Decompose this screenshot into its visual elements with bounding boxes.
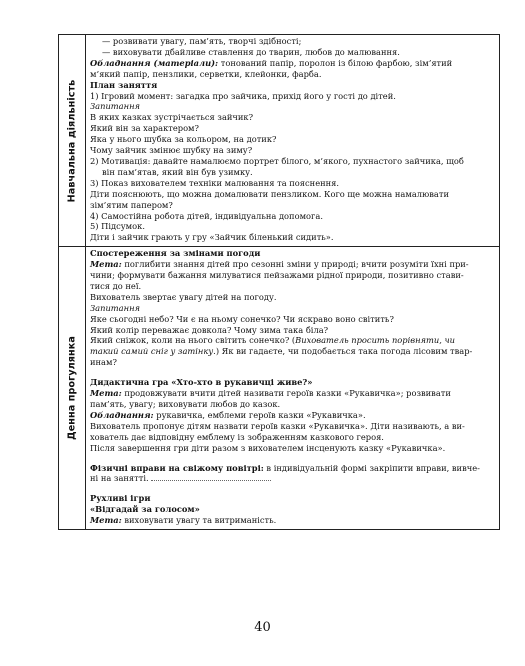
text-line: пам’ять, увагу; виховувати любов до казок. xyxy=(90,399,281,409)
section-heading: Дидактична гра «Хто-хто в рукавичці живе?» xyxy=(90,377,313,388)
plan-table xyxy=(58,34,500,530)
section-heading: План заняття xyxy=(90,79,158,90)
text-line: инам? xyxy=(90,357,117,368)
side-cell xyxy=(59,35,86,246)
content-learning xyxy=(86,35,499,246)
spacer xyxy=(90,484,494,493)
text-line: Обладнання: рукавичка, емблеми героїв казки «Рукавичка». xyxy=(90,409,366,420)
spacer xyxy=(90,368,494,377)
game-title: «Відгадай за голосом» xyxy=(90,504,200,515)
side-label-learning: Навчальна діяльність xyxy=(66,79,78,202)
text-line: Який сніжок, коли на нього світить сонечко? (Вихователь просить порівняти, чи xyxy=(90,335,456,346)
text-line: Вихователь звертає увагу дітей на погоду. xyxy=(90,291,277,302)
text-line: Після завершення гри діти разом з вихователем інсценують казку «Рукавичка». xyxy=(90,442,446,453)
text-line: 4) Самостійна робота дітей, індивідуальна допомога. xyxy=(90,210,323,221)
text-line: хователь дає відповідну емблему із зображенням казкового героя. xyxy=(90,431,384,442)
side-label-walk: Денна прогулянка xyxy=(66,336,78,441)
subheading: Запитання xyxy=(90,101,141,112)
text-line: — розвивати увагу, пам’ять, творчі здібності; xyxy=(102,36,302,46)
text-line: Мета: виховувати увагу та витриманість. xyxy=(90,515,277,526)
text-line: Фізичні вправи на свіжому повітрі: в індивідуальній формі закріпити вправи, вивче- xyxy=(90,462,480,473)
text-line: він пам’ятав, який він був узимку. xyxy=(102,166,253,177)
text-line: тися до неї. xyxy=(90,280,142,291)
subheading: Запитання xyxy=(90,302,141,313)
text-line: Вихователь пропонує дітям назвати героїв казки «Рукавичка». Діти називають, а ви- xyxy=(90,420,465,431)
text-line: В яких казках зустрічається зайчик? xyxy=(90,112,254,123)
text-line: такий самий сніг у затінку.) Як ви гадаєте, чи подобається така погода лісовим твар- xyxy=(90,346,473,357)
text-line: 2) Мотивація: давайте намалюємо портрет білого, м’якого, пухнастого зайчика, щоб xyxy=(90,155,464,166)
text-line: Який колір переважає довкола? Чому зима така біла? xyxy=(90,324,329,335)
side-cell xyxy=(59,247,86,529)
text-line: 5) Підсумок. xyxy=(90,221,145,232)
section-heading: Рухливі ігри xyxy=(90,493,151,504)
text-line: Діти і зайчик грають у гру «Зайчик біленький сидить». xyxy=(90,232,334,243)
text-line: Яка у нього шубка за кольором, на дотик? xyxy=(90,134,277,145)
text-line: Мета: продовжувати вчити дітей називати героїв казки «Рукавичка»; розвивати xyxy=(90,388,451,399)
text-line: Чому зайчик змінює шубку на зиму? xyxy=(90,145,253,156)
text-line: м’який папір, пензлики, серветки, клейонки, фарба. xyxy=(90,68,322,79)
text-line: ні на занятті. xyxy=(90,473,494,484)
content-walk xyxy=(86,247,499,529)
text-line: — виховувати дбайливе ставлення до тварин, любов до малювання. xyxy=(102,46,400,57)
text-line: зім’ятим папером? xyxy=(90,199,173,210)
text-line: чини; формувати бажання милуватися пейзажами рідної природи, позитивно стави- xyxy=(90,270,464,281)
section-heading: Спостереження за змінами погоди xyxy=(90,248,261,259)
text-line: Який він за характером? xyxy=(90,123,199,134)
row-learning-activity xyxy=(59,35,499,247)
text-line: Яке сьогодні небо? Чи є на ньому сонечко? Чи яскраво воно світить? xyxy=(90,313,394,324)
text-line: Діти пояснюють, що можна домалювати пензликом. Кого ще можна намалювати xyxy=(90,188,449,199)
text-line: Обладнання (матеріали): тонований папір, поролон із білою фарбою, зім’ятий xyxy=(90,57,453,68)
row-daily-walk xyxy=(59,247,499,529)
text-line: Мета: поглибити знання дітей про сезонні зміни у природі; вчити розуміти їхні при- xyxy=(90,259,469,270)
spacer xyxy=(90,454,494,463)
page-number: 40 xyxy=(254,620,271,635)
text-line: 1) Ігровий момент: загадка про зайчика, прихід його у гості до дітей. xyxy=(90,90,396,101)
text-line: 3) Показ вихователем техніки малювання та пояснення. xyxy=(90,177,340,188)
dotted-fill xyxy=(151,473,271,481)
